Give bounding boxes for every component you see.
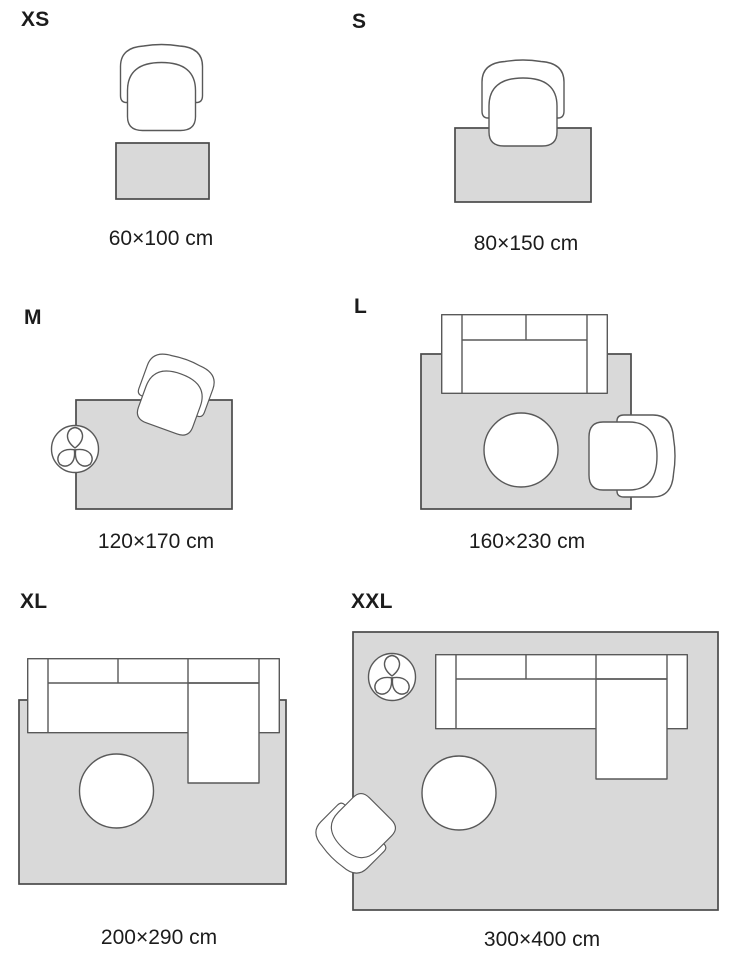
armchair-icon-s: [482, 60, 564, 146]
dimensions-xs: 60×100 cm: [108, 227, 214, 250]
armchair-icon-xs: [121, 45, 203, 131]
size-label-xs: XS: [21, 8, 50, 31]
size-label-l: L: [354, 295, 368, 318]
coffee-table-icon-xxl: [422, 756, 496, 830]
dimensions-l: 160×230 cm: [468, 530, 586, 553]
rug-xs: [116, 143, 209, 199]
sofa-icon-l: [442, 315, 608, 394]
size-label-m: M: [24, 306, 42, 329]
size-label-s: S: [352, 10, 367, 33]
size-label-xl: XL: [20, 590, 48, 613]
dimensions-s: 80×150 cm: [473, 232, 579, 255]
size-label-xxl: XXL: [351, 590, 393, 613]
armchair-icon-l: [589, 415, 675, 497]
plant-icon-m: [52, 426, 99, 473]
coffee-table-icon-xl: [80, 754, 154, 828]
dimensions-m: 120×170 cm: [97, 530, 215, 553]
coffee-table-icon-l: [484, 413, 558, 487]
dimensions-xxl: 300×400 cm: [483, 928, 601, 951]
plant-icon-xxl: [369, 654, 416, 701]
dimensions-xl: 200×290 cm: [100, 926, 218, 949]
